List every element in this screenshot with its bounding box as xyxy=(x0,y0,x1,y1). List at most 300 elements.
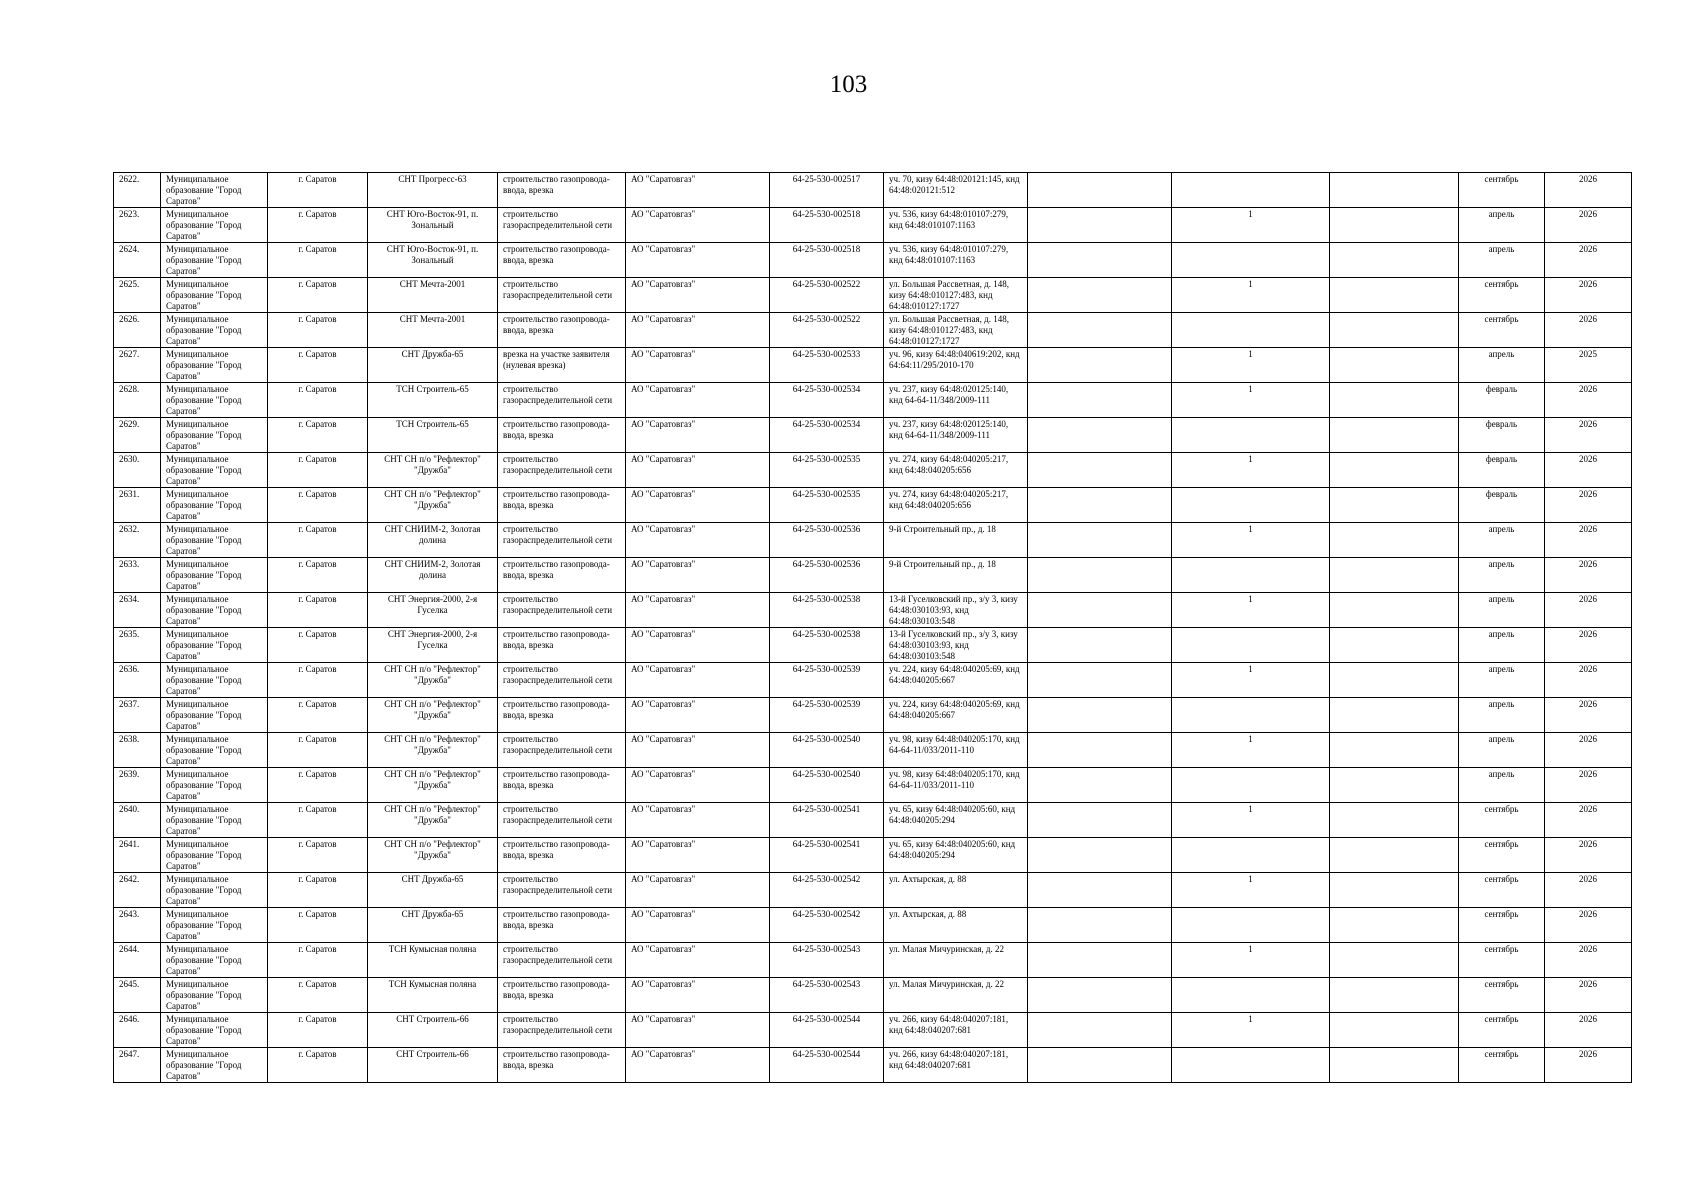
cell-partnership: ТСН Строитель-65 xyxy=(368,383,498,418)
cell-year: 2026 xyxy=(1545,208,1632,243)
cell-empty xyxy=(1330,873,1459,908)
cell-organization: АО "Саратовгаз" xyxy=(626,943,770,978)
cell-partnership: СНТ Строитель-66 xyxy=(368,1013,498,1048)
table-row xyxy=(114,908,1632,943)
cell-empty xyxy=(1028,803,1172,838)
cell-empty xyxy=(1028,1048,1172,1083)
cell-municipality: Муниципальное образование "Город Саратов" xyxy=(161,733,268,768)
cell-empty xyxy=(1028,418,1172,453)
cell-object-code: 64-25-530-002539 xyxy=(770,698,884,733)
cell-city: г. Саратов xyxy=(268,908,368,943)
cell-year: 2026 xyxy=(1545,943,1632,978)
cell-month: сентябрь xyxy=(1459,908,1545,943)
cell-row-number: 2623. xyxy=(114,208,161,243)
cell-row-number: 2633. xyxy=(114,558,161,593)
cell-year: 2026 xyxy=(1545,803,1632,838)
cell-row-number: 2637. xyxy=(114,698,161,733)
cell-city: г. Саратов xyxy=(268,978,368,1013)
cell-partnership: СНТ Строитель-66 xyxy=(368,1048,498,1083)
cell-address: 13-й Гуселковский пр., з/у 3, кизу 64:48:030103:93, кнд 64:48:030103:548 xyxy=(884,628,1028,663)
cell-year: 2026 xyxy=(1545,1048,1632,1083)
table-row xyxy=(114,663,1632,698)
cell-municipality: Муниципальное образование "Город Саратов" xyxy=(161,523,268,558)
table-row xyxy=(114,173,1632,208)
cell-work-type: строительство газораспределительной сети xyxy=(498,383,626,418)
cell-object-code: 64-25-530-002540 xyxy=(770,733,884,768)
cell-month: февраль xyxy=(1459,488,1545,523)
cell-empty xyxy=(1330,733,1459,768)
cell-address: уч. 65, кизу 64:48:040205:60, кнд 64:48:040205:294 xyxy=(884,838,1028,873)
table-row xyxy=(114,733,1632,768)
cell-empty xyxy=(1330,418,1459,453)
cell-municipality: Муниципальное образование "Город Саратов" xyxy=(161,628,268,663)
cell-organization: АО "Саратовгаз" xyxy=(626,663,770,698)
cell-count xyxy=(1172,768,1330,803)
cell-municipality: Муниципальное образование "Город Саратов" xyxy=(161,348,268,383)
cell-empty xyxy=(1330,208,1459,243)
cell-organization: АО "Саратовгаз" xyxy=(626,488,770,523)
cell-municipality: Муниципальное образование "Город Саратов" xyxy=(161,838,268,873)
cell-work-type: врезка на участке заявителя (нулевая врезка) xyxy=(498,348,626,383)
cell-organization: АО "Саратовгаз" xyxy=(626,418,770,453)
cell-city: г. Саратов xyxy=(268,558,368,593)
cell-empty xyxy=(1330,698,1459,733)
cell-work-type: строительство газопровода-ввода, врезка xyxy=(498,558,626,593)
cell-month: сентябрь xyxy=(1459,173,1545,208)
cell-city: г. Саратов xyxy=(268,698,368,733)
table-row xyxy=(114,768,1632,803)
cell-city: г. Саратов xyxy=(268,348,368,383)
cell-municipality: Муниципальное образование "Город Саратов" xyxy=(161,768,268,803)
cell-organization: АО "Саратовгаз" xyxy=(626,348,770,383)
cell-work-type: строительство газораспределительной сети xyxy=(498,873,626,908)
cell-address: уч. 536, кизу 64:48:010107:279, кнд 64:48:010107:1163 xyxy=(884,243,1028,278)
cell-month: апрель xyxy=(1459,558,1545,593)
cell-empty xyxy=(1330,1013,1459,1048)
cell-organization: АО "Саратовгаз" xyxy=(626,453,770,488)
cell-year: 2026 xyxy=(1545,1013,1632,1048)
cell-municipality: Муниципальное образование "Город Саратов" xyxy=(161,803,268,838)
cell-city: г. Саратов xyxy=(268,418,368,453)
table-row xyxy=(114,1013,1632,1048)
cell-object-code: 64-25-530-002522 xyxy=(770,313,884,348)
cell-month: сентябрь xyxy=(1459,1013,1545,1048)
cell-count xyxy=(1172,418,1330,453)
cell-empty xyxy=(1028,908,1172,943)
cell-partnership: ТСН Строитель-65 xyxy=(368,418,498,453)
cell-partnership: ТСН Кумысная поляна xyxy=(368,943,498,978)
cell-partnership: СНТ СН п/о "Рефлектор" "Дружба" xyxy=(368,663,498,698)
cell-row-number: 2630. xyxy=(114,453,161,488)
cell-empty xyxy=(1330,663,1459,698)
cell-row-number: 2631. xyxy=(114,488,161,523)
cell-partnership: СНТ СН п/о "Рефлектор" "Дружба" xyxy=(368,453,498,488)
cell-organization: АО "Саратовгаз" xyxy=(626,523,770,558)
cell-municipality: Муниципальное образование "Город Саратов" xyxy=(161,943,268,978)
cell-empty xyxy=(1330,943,1459,978)
cell-object-code: 64-25-530-002540 xyxy=(770,768,884,803)
cell-empty xyxy=(1028,628,1172,663)
cell-address: ул. Малая Мичуринская, д. 22 xyxy=(884,978,1028,1013)
cell-organization: АО "Саратовгаз" xyxy=(626,908,770,943)
cell-empty xyxy=(1330,558,1459,593)
cell-municipality: Муниципальное образование "Город Саратов" xyxy=(161,908,268,943)
cell-month: апрель xyxy=(1459,243,1545,278)
cell-organization: АО "Саратовгаз" xyxy=(626,838,770,873)
cell-empty xyxy=(1330,383,1459,418)
cell-organization: АО "Саратовгаз" xyxy=(626,1013,770,1048)
table-row xyxy=(114,418,1632,453)
cell-count xyxy=(1172,313,1330,348)
cell-address: ул. Малая Мичуринская, д. 22 xyxy=(884,943,1028,978)
cell-partnership: СНТ Энергия-2000, 2-я Гуселка xyxy=(368,628,498,663)
cell-month: апрель xyxy=(1459,663,1545,698)
cell-month: апрель xyxy=(1459,768,1545,803)
cell-year: 2026 xyxy=(1545,243,1632,278)
cell-month: сентябрь xyxy=(1459,978,1545,1013)
cell-organization: АО "Саратовгаз" xyxy=(626,873,770,908)
table-row xyxy=(114,488,1632,523)
cell-work-type: строительство газопровода-ввода, врезка xyxy=(498,1048,626,1083)
cell-row-number: 2626. xyxy=(114,313,161,348)
cell-address: уч. 237, кизу 64:48:020125:140, кнд 64-64-11/348/2009-111 xyxy=(884,383,1028,418)
cell-work-type: строительство газопровода-ввода, врезка xyxy=(498,628,626,663)
cell-organization: АО "Саратовгаз" xyxy=(626,243,770,278)
cell-year: 2025 xyxy=(1545,348,1632,383)
cell-empty xyxy=(1330,593,1459,628)
page-number: 103 xyxy=(829,71,868,98)
cell-empty xyxy=(1028,1013,1172,1048)
cell-empty xyxy=(1330,453,1459,488)
cell-address: уч. 274, кизу 64:48:040205:217, кнд 64:48:040205:656 xyxy=(884,488,1028,523)
table-row xyxy=(114,558,1632,593)
cell-count: 1 xyxy=(1172,523,1330,558)
cell-work-type: строительство газопровода-ввода, врезка xyxy=(498,243,626,278)
cell-month: апрель xyxy=(1459,733,1545,768)
cell-object-code: 64-25-530-002542 xyxy=(770,908,884,943)
cell-count: 1 xyxy=(1172,593,1330,628)
table-row xyxy=(114,803,1632,838)
cell-object-code: 64-25-530-002543 xyxy=(770,943,884,978)
cell-partnership: СНТ Энергия-2000, 2-я Гуселка xyxy=(368,593,498,628)
cell-year: 2026 xyxy=(1545,313,1632,348)
cell-object-code: 64-25-530-002536 xyxy=(770,558,884,593)
cell-object-code: 64-25-530-002538 xyxy=(770,593,884,628)
cell-empty xyxy=(1028,278,1172,313)
cell-row-number: 2625. xyxy=(114,278,161,313)
cell-partnership: СНТ Дружба-65 xyxy=(368,348,498,383)
cell-object-code: 64-25-530-002543 xyxy=(770,978,884,1013)
cell-object-code: 64-25-530-002541 xyxy=(770,803,884,838)
cell-organization: АО "Саратовгаз" xyxy=(626,173,770,208)
cell-empty xyxy=(1330,278,1459,313)
cell-city: г. Саратов xyxy=(268,768,368,803)
cell-city: г. Саратов xyxy=(268,628,368,663)
cell-empty xyxy=(1330,313,1459,348)
cell-address: уч. 224, кизу 64:48:040205:69, кнд 64:48:040205:667 xyxy=(884,663,1028,698)
cell-year: 2026 xyxy=(1545,383,1632,418)
cell-partnership: СНТ Прогресс-63 xyxy=(368,173,498,208)
cell-address: ул. Большая Рассветная, д. 148, кизу 64:48:010127:483, кнд 64:48:010127:1727 xyxy=(884,278,1028,313)
cell-year: 2026 xyxy=(1545,908,1632,943)
cell-month: сентябрь xyxy=(1459,1048,1545,1083)
table-row xyxy=(114,243,1632,278)
cell-row-number: 2645. xyxy=(114,978,161,1013)
cell-row-number: 2638. xyxy=(114,733,161,768)
cell-year: 2026 xyxy=(1545,453,1632,488)
cell-empty xyxy=(1028,978,1172,1013)
cell-empty xyxy=(1028,488,1172,523)
cell-row-number: 2643. xyxy=(114,908,161,943)
cell-count: 1 xyxy=(1172,733,1330,768)
cell-row-number: 2634. xyxy=(114,593,161,628)
cell-row-number: 2622. xyxy=(114,173,161,208)
cell-year: 2026 xyxy=(1545,628,1632,663)
cell-address: уч. 266, кизу 64:48:040207:181, кнд 64:48:040207:681 xyxy=(884,1048,1028,1083)
cell-work-type: строительство газопровода-ввода, врезка xyxy=(498,838,626,873)
cell-address: ул. Большая Рассветная, д. 148, кизу 64:48:010127:483, кнд 64:48:010127:1727 xyxy=(884,313,1028,348)
cell-work-type: строительство газопровода-ввода, врезка xyxy=(498,768,626,803)
cell-work-type: строительство газораспределительной сети xyxy=(498,208,626,243)
cell-municipality: Муниципальное образование "Город Саратов" xyxy=(161,208,268,243)
cell-municipality: Муниципальное образование "Город Саратов" xyxy=(161,173,268,208)
cell-object-code: 64-25-530-002539 xyxy=(770,663,884,698)
cell-count xyxy=(1172,978,1330,1013)
cell-partnership: СНТ СН п/о "Рефлектор" "Дружба" xyxy=(368,733,498,768)
cell-municipality: Муниципальное образование "Город Саратов" xyxy=(161,593,268,628)
cell-year: 2026 xyxy=(1545,873,1632,908)
cell-count xyxy=(1172,243,1330,278)
cell-work-type: строительство газораспределительной сети xyxy=(498,278,626,313)
cell-city: г. Саратов xyxy=(268,243,368,278)
cell-row-number: 2644. xyxy=(114,943,161,978)
cell-partnership: СНТ Дружба-65 xyxy=(368,908,498,943)
cell-year: 2026 xyxy=(1545,278,1632,313)
cell-work-type: строительство газораспределительной сети xyxy=(498,1013,626,1048)
cell-row-number: 2641. xyxy=(114,838,161,873)
cell-municipality: Муниципальное образование "Город Саратов" xyxy=(161,383,268,418)
cell-empty xyxy=(1330,803,1459,838)
cell-count: 1 xyxy=(1172,348,1330,383)
cell-object-code: 64-25-530-002517 xyxy=(770,173,884,208)
cell-month: апрель xyxy=(1459,523,1545,558)
table-row xyxy=(114,838,1632,873)
table-row xyxy=(114,278,1632,313)
cell-year: 2026 xyxy=(1545,768,1632,803)
cell-city: г. Саратов xyxy=(268,593,368,628)
cell-row-number: 2636. xyxy=(114,663,161,698)
cell-row-number: 2632. xyxy=(114,523,161,558)
table-row xyxy=(114,313,1632,348)
cell-month: сентябрь xyxy=(1459,873,1545,908)
cell-month: февраль xyxy=(1459,418,1545,453)
cell-month: сентябрь xyxy=(1459,803,1545,838)
cell-work-type: строительство газопровода-ввода, врезка xyxy=(498,488,626,523)
cell-municipality: Муниципальное образование "Город Саратов" xyxy=(161,1048,268,1083)
cell-month: февраль xyxy=(1459,453,1545,488)
cell-month: апрель xyxy=(1459,593,1545,628)
cell-organization: АО "Саратовгаз" xyxy=(626,208,770,243)
cell-organization: АО "Саратовгаз" xyxy=(626,978,770,1013)
cell-empty xyxy=(1028,453,1172,488)
cell-city: г. Саратов xyxy=(268,733,368,768)
table-row xyxy=(114,348,1632,383)
cell-month: сентябрь xyxy=(1459,278,1545,313)
cell-year: 2026 xyxy=(1545,558,1632,593)
cell-empty xyxy=(1330,243,1459,278)
cell-address: ул. Ахтырская, д. 88 xyxy=(884,908,1028,943)
cell-address: уч. 98, кизу 64:48:040205:170, кнд 64-64-11/033/2011-110 xyxy=(884,733,1028,768)
cell-empty xyxy=(1028,733,1172,768)
table-row xyxy=(114,208,1632,243)
cell-organization: АО "Саратовгаз" xyxy=(626,383,770,418)
cell-work-type: строительство газопровода-ввода, врезка xyxy=(498,978,626,1013)
cell-count xyxy=(1172,698,1330,733)
cell-municipality: Муниципальное образование "Город Саратов" xyxy=(161,453,268,488)
cell-organization: АО "Саратовгаз" xyxy=(626,593,770,628)
cell-municipality: Муниципальное образование "Город Саратов" xyxy=(161,278,268,313)
cell-empty xyxy=(1028,558,1172,593)
cell-count: 1 xyxy=(1172,383,1330,418)
cell-work-type: строительство газопровода-ввода, врезка xyxy=(498,313,626,348)
cell-municipality: Муниципальное образование "Город Саратов" xyxy=(161,243,268,278)
cell-work-type: строительство газораспределительной сети xyxy=(498,663,626,698)
table-row xyxy=(114,943,1632,978)
table-row xyxy=(114,873,1632,908)
cell-address: уч. 224, кизу 64:48:040205:69, кнд 64:48:040205:667 xyxy=(884,698,1028,733)
cell-month: апрель xyxy=(1459,698,1545,733)
cell-empty xyxy=(1330,908,1459,943)
cell-count: 1 xyxy=(1172,208,1330,243)
cell-organization: АО "Саратовгаз" xyxy=(626,1048,770,1083)
cell-partnership: СНТ СН п/о "Рефлектор" "Дружба" xyxy=(368,768,498,803)
cell-address: ул. Ахтырская, д. 88 xyxy=(884,873,1028,908)
table-row xyxy=(114,978,1632,1013)
cell-row-number: 2624. xyxy=(114,243,161,278)
cell-address: уч. 237, кизу 64:48:020125:140, кнд 64-64-11/348/2009-111 xyxy=(884,418,1028,453)
cell-object-code: 64-25-530-002535 xyxy=(770,453,884,488)
cell-empty xyxy=(1028,593,1172,628)
cell-row-number: 2627. xyxy=(114,348,161,383)
cell-empty xyxy=(1330,768,1459,803)
cell-count xyxy=(1172,1048,1330,1083)
cell-count: 1 xyxy=(1172,663,1330,698)
cell-address: 13-й Гуселковский пр., з/у 3, кизу 64:48:030103:93, кнд 64:48:030103:548 xyxy=(884,593,1028,628)
table-row xyxy=(114,593,1632,628)
cell-year: 2026 xyxy=(1545,838,1632,873)
cell-city: г. Саратов xyxy=(268,278,368,313)
cell-row-number: 2640. xyxy=(114,803,161,838)
cell-address: уч. 98, кизу 64:48:040205:170, кнд 64-64-11/033/2011-110 xyxy=(884,768,1028,803)
cell-address: 9-й Строительный пр., д. 18 xyxy=(884,523,1028,558)
cell-city: г. Саратов xyxy=(268,838,368,873)
cell-empty xyxy=(1330,628,1459,663)
table-row xyxy=(114,453,1632,488)
cell-city: г. Саратов xyxy=(268,488,368,523)
cell-year: 2026 xyxy=(1545,733,1632,768)
cell-month: апрель xyxy=(1459,208,1545,243)
cell-row-number: 2639. xyxy=(114,768,161,803)
cell-count: 1 xyxy=(1172,803,1330,838)
cell-municipality: Муниципальное образование "Город Саратов" xyxy=(161,873,268,908)
cell-count: 1 xyxy=(1172,943,1330,978)
cell-empty xyxy=(1028,838,1172,873)
cell-address: уч. 536, кизу 64:48:010107:279, кнд 64:48:010107:1163 xyxy=(884,208,1028,243)
cell-address: уч. 65, кизу 64:48:040205:60, кнд 64:48:040205:294 xyxy=(884,803,1028,838)
cell-empty xyxy=(1330,488,1459,523)
cell-organization: АО "Саратовгаз" xyxy=(626,558,770,593)
cell-count: 1 xyxy=(1172,873,1330,908)
cell-object-code: 64-25-530-002534 xyxy=(770,418,884,453)
cell-row-number: 2646. xyxy=(114,1013,161,1048)
cell-row-number: 2635. xyxy=(114,628,161,663)
cell-empty xyxy=(1028,208,1172,243)
cell-partnership: СНТ СН п/о "Рефлектор" "Дружба" xyxy=(368,803,498,838)
cell-work-type: строительство газопровода-ввода, врезка xyxy=(498,698,626,733)
cell-city: г. Саратов xyxy=(268,173,368,208)
cell-object-code: 64-25-530-002536 xyxy=(770,523,884,558)
cell-partnership: СНТ СН п/о "Рефлектор" "Дружба" xyxy=(368,838,498,873)
cell-municipality: Муниципальное образование "Город Саратов" xyxy=(161,488,268,523)
cell-empty xyxy=(1028,383,1172,418)
cell-empty xyxy=(1028,698,1172,733)
table-row xyxy=(114,628,1632,663)
cell-city: г. Саратов xyxy=(268,383,368,418)
cell-organization: АО "Саратовгаз" xyxy=(626,733,770,768)
cell-empty xyxy=(1330,523,1459,558)
cell-empty xyxy=(1028,663,1172,698)
cell-year: 2026 xyxy=(1545,418,1632,453)
cell-count: 1 xyxy=(1172,1013,1330,1048)
cell-object-code: 64-25-530-002522 xyxy=(770,278,884,313)
cell-work-type: строительство газопровода-ввода, врезка xyxy=(498,418,626,453)
cell-city: г. Саратов xyxy=(268,523,368,558)
cell-municipality: Муниципальное образование "Город Саратов" xyxy=(161,558,268,593)
cell-municipality: Муниципальное образование "Город Саратов" xyxy=(161,663,268,698)
cell-municipality: Муниципальное образование "Город Саратов" xyxy=(161,978,268,1013)
cell-organization: АО "Саратовгаз" xyxy=(626,803,770,838)
cell-row-number: 2628. xyxy=(114,383,161,418)
table-row xyxy=(114,523,1632,558)
cell-work-type: строительство газопровода-ввода, врезка xyxy=(498,908,626,943)
cell-address: уч. 70, кизу 64:48:020121:145, кнд 64:48:020121:512 xyxy=(884,173,1028,208)
cell-empty xyxy=(1330,348,1459,383)
cell-partnership: ТСН Кумысная поляна xyxy=(368,978,498,1013)
cell-partnership: СНТ СНИИМ-2, Золотая долина xyxy=(368,523,498,558)
cell-count xyxy=(1172,908,1330,943)
cell-year: 2026 xyxy=(1545,698,1632,733)
cell-year: 2026 xyxy=(1545,523,1632,558)
cell-month: апрель xyxy=(1459,348,1545,383)
cell-empty xyxy=(1028,348,1172,383)
cell-year: 2026 xyxy=(1545,593,1632,628)
cell-object-code: 64-25-530-002538 xyxy=(770,628,884,663)
cell-row-number: 2642. xyxy=(114,873,161,908)
cell-year: 2026 xyxy=(1545,663,1632,698)
cell-work-type: строительство газораспределительной сети xyxy=(498,593,626,628)
cell-empty xyxy=(1028,523,1172,558)
cell-partnership: СНТ Юго-Восток-91, п. Зональный xyxy=(368,208,498,243)
cell-organization: АО "Саратовгаз" xyxy=(626,313,770,348)
cell-empty xyxy=(1028,943,1172,978)
cell-month: сентябрь xyxy=(1459,943,1545,978)
cell-city: г. Саратов xyxy=(268,208,368,243)
cell-partnership: СНТ Юго-Восток-91, п. Зональный xyxy=(368,243,498,278)
cell-object-code: 64-25-530-002544 xyxy=(770,1013,884,1048)
cell-object-code: 64-25-530-002544 xyxy=(770,1048,884,1083)
cell-city: г. Саратов xyxy=(268,453,368,488)
cell-object-code: 64-25-530-002541 xyxy=(770,838,884,873)
